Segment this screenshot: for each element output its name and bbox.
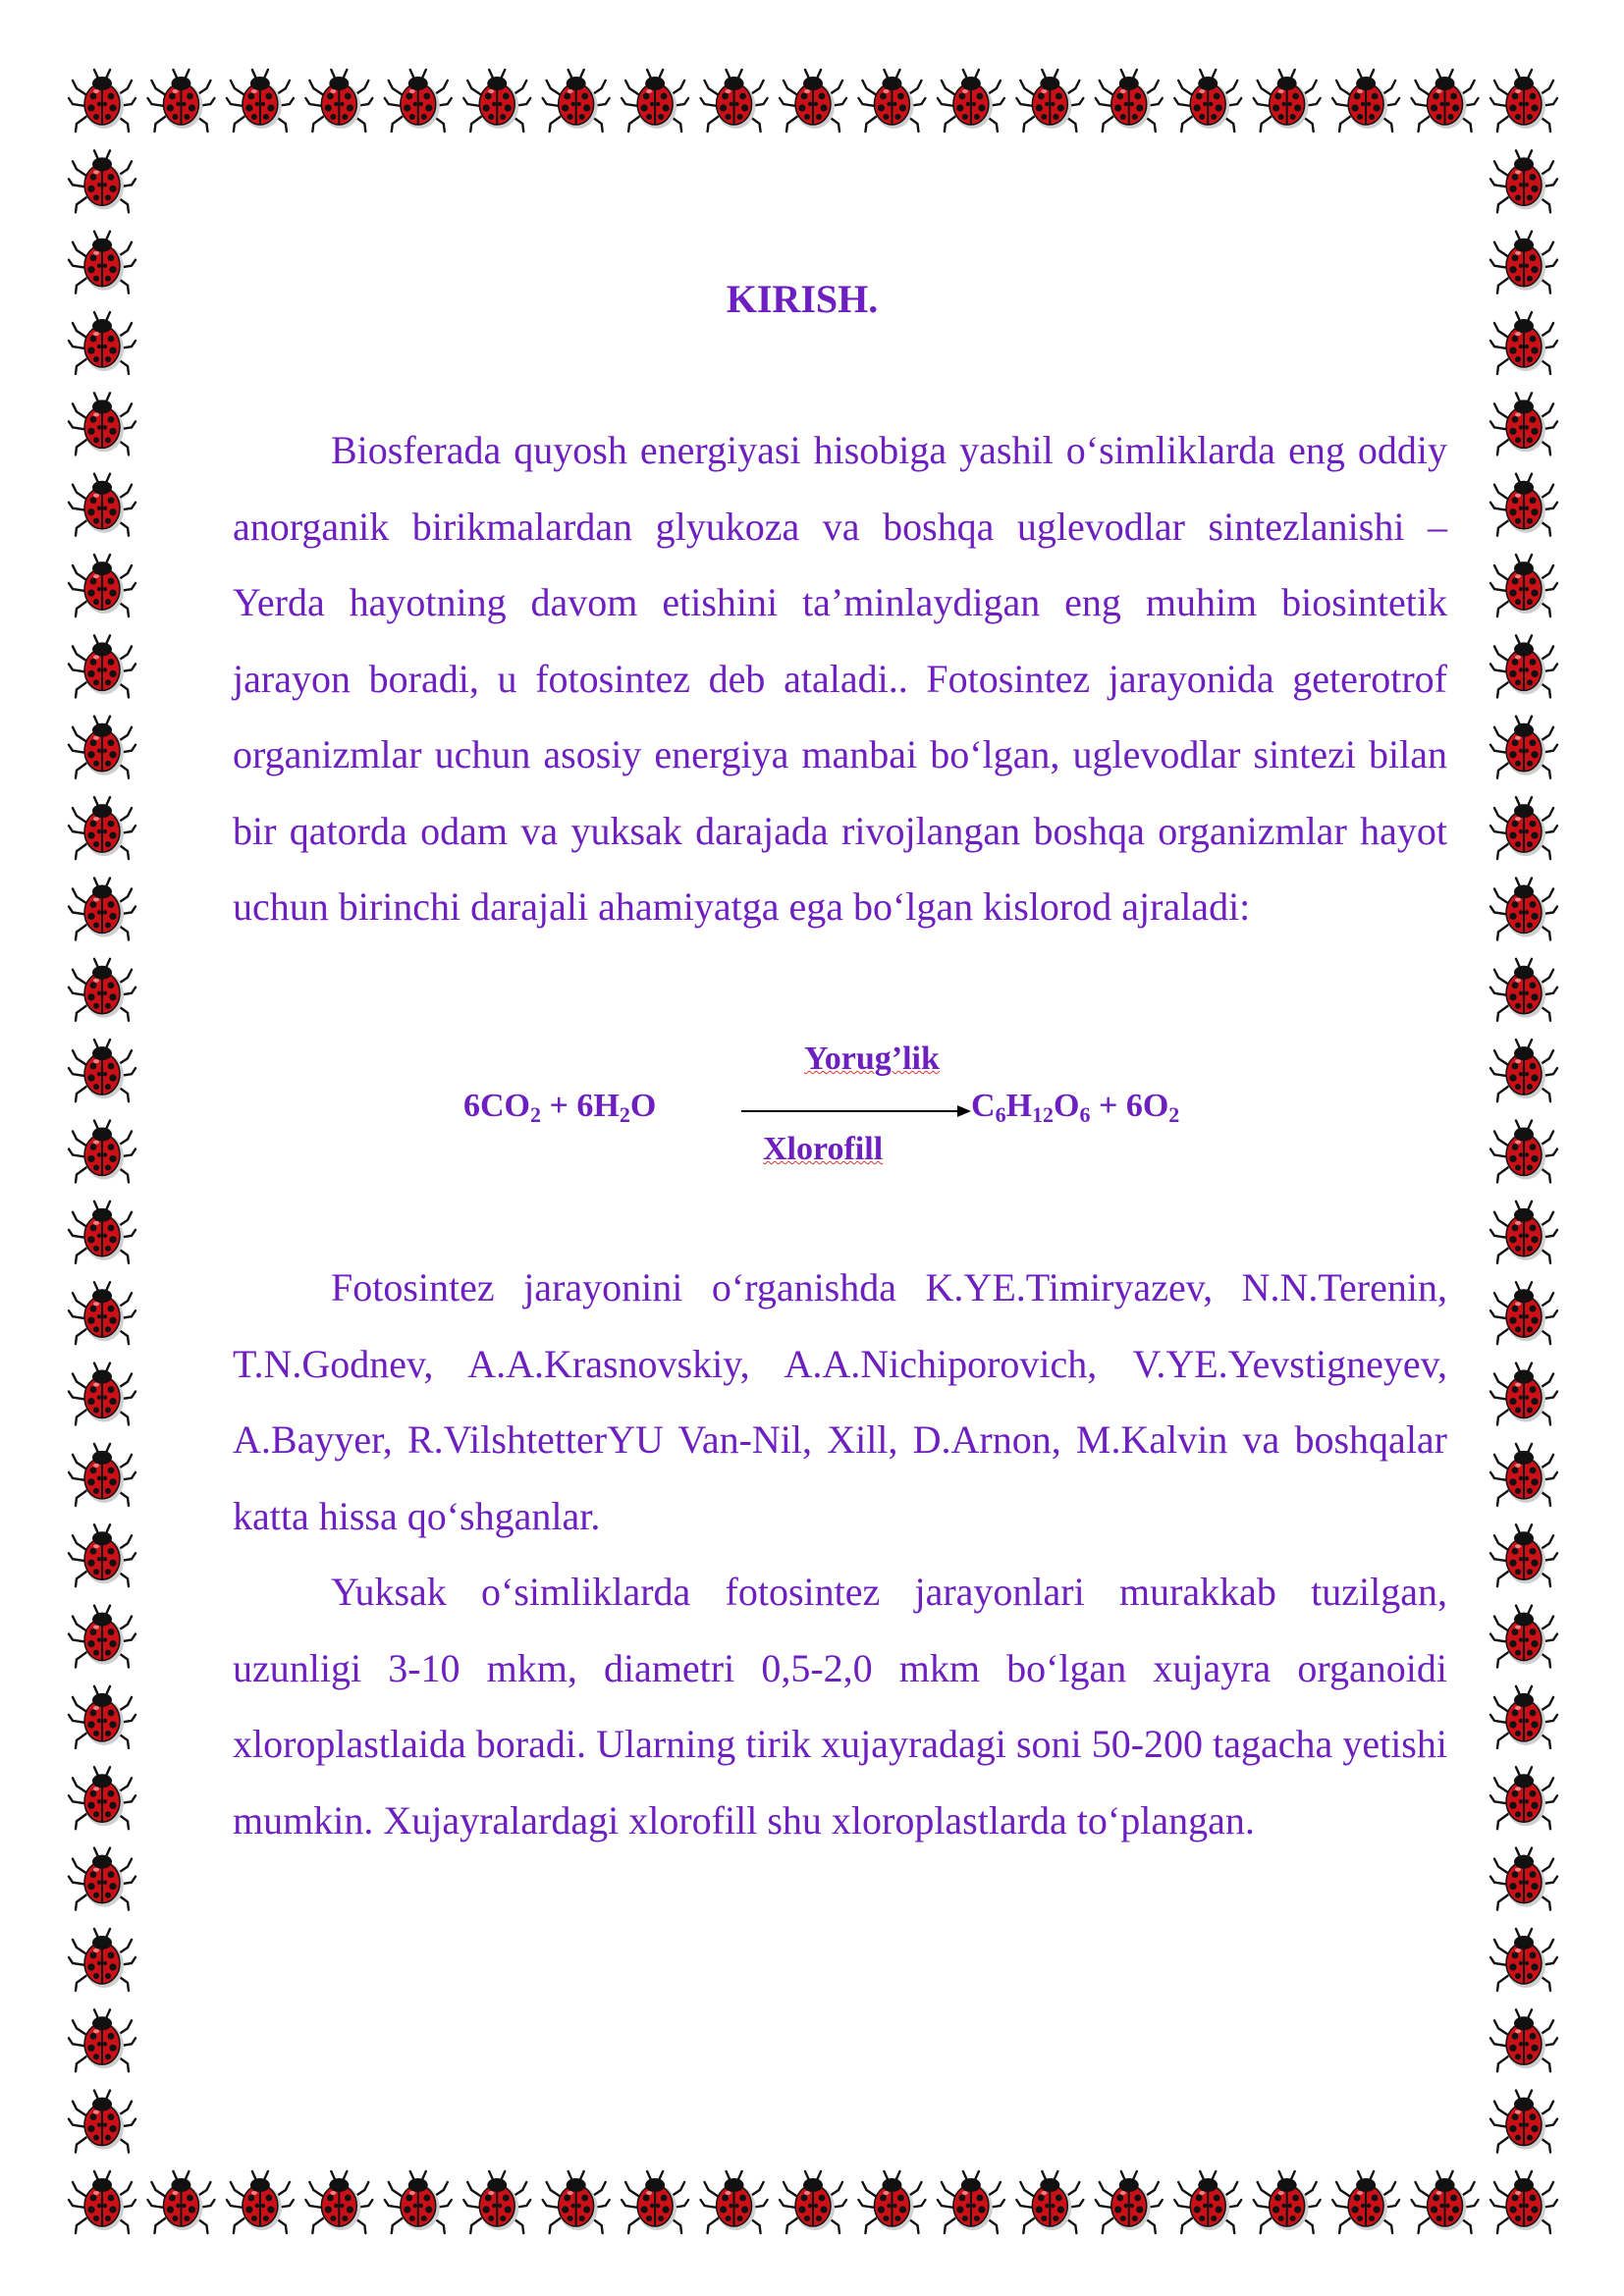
ladybug-icon — [69, 1363, 135, 1425]
ladybug-icon — [1332, 70, 1399, 132]
ladybug-icon — [69, 1686, 135, 1748]
ladybug-icon — [1490, 2091, 1557, 2153]
ladybug-icon — [227, 70, 294, 132]
ladybug-icon — [780, 2171, 846, 2233]
ladybug-icon — [1490, 1444, 1557, 1506]
equation-condition-chlorophyll: Xlorofill — [763, 1131, 884, 1167]
ladybug-icon — [780, 70, 846, 132]
ladybug-icon — [385, 2171, 452, 2233]
equation-products: $C_6H_{12}O_6 + 6O_2$ — [971, 1088, 1180, 1127]
ladybug-icon — [1016, 70, 1083, 132]
ladybug-icon — [1096, 70, 1163, 132]
ladybug-icon — [1412, 2171, 1479, 2233]
ladybug-icon — [622, 70, 688, 132]
ladybug-icon — [1490, 1121, 1557, 1183]
ladybug-icon — [1490, 878, 1557, 939]
ladybug-icon — [1490, 1848, 1557, 1910]
ladybug-icon — [858, 70, 925, 132]
ladybug-icon — [1174, 70, 1241, 132]
ladybug-icon — [1490, 2171, 1557, 2233]
ladybug-icon — [1490, 474, 1557, 536]
ladybug-icon — [69, 1282, 135, 1344]
ladybug-icon — [1490, 1201, 1557, 1263]
ladybug-icon — [543, 2171, 610, 2233]
ladybug-icon — [69, 797, 135, 859]
ladybug-icon — [1490, 150, 1557, 212]
ladybug-icon — [69, 1040, 135, 1101]
ladybug-icon — [1490, 635, 1557, 697]
ladybug-icon — [69, 2171, 135, 2233]
ladybug-icon — [1490, 1606, 1557, 1668]
ladybug-icon — [1490, 797, 1557, 859]
paragraph-researchers: Fotosintez jarayonini o‘rganishda K.YE.Timiryazev, N.N.Terenin, T.N.Godnev, A.A.Krasnovskiy, A.A.Nichiporovich, V.YE.Yevstigneyev, A.Bayyer, R.VilshtetterYU Van-Nil, Xill, D.Arnon, M.Kalvin va boshqalar katta hissa qo‘shganlar. — [233, 1265, 1447, 1538]
ladybug-icon — [147, 70, 214, 132]
ladybug-icon — [701, 2171, 768, 2233]
ladybug-icon — [69, 70, 135, 132]
ladybug-icon — [69, 312, 135, 374]
ladybug-icon — [1490, 1282, 1557, 1344]
photosynthesis-equation — [233, 1041, 1447, 1188]
ladybug-icon — [69, 1524, 135, 1586]
ladybug-icon — [69, 1929, 135, 1991]
ladybug-icon — [1490, 312, 1557, 374]
ladybug-icon — [69, 635, 135, 697]
ladybug-icon — [1412, 70, 1479, 132]
ladybug-icon — [1490, 1929, 1557, 1991]
ladybug-icon — [938, 2171, 1004, 2233]
ladybug-icon — [1174, 2171, 1241, 2233]
ladybug-icon — [69, 1848, 135, 1910]
ladybug-icon — [69, 1444, 135, 1506]
ladybug-icon — [1490, 1363, 1557, 1425]
ladybug-icon — [1490, 232, 1557, 294]
ladybug-icon — [1254, 70, 1321, 132]
ladybug-icon — [1254, 2171, 1321, 2233]
ladybug-icon — [1490, 1686, 1557, 1748]
ladybug-icon — [69, 232, 135, 294]
ladybug-icon — [1490, 717, 1557, 778]
ladybug-icon — [938, 70, 1004, 132]
ladybug-icon — [463, 70, 530, 132]
ladybug-icon — [1490, 959, 1557, 1021]
ladybug-icon — [463, 2171, 530, 2233]
ladybug-icon — [69, 1606, 135, 1668]
ladybug-icon — [305, 2171, 372, 2233]
ladybug-icon — [69, 474, 135, 536]
ladybug-icon — [1016, 2171, 1083, 2233]
ladybug-icon — [69, 959, 135, 1021]
ladybug-icon — [622, 2171, 688, 2233]
ladybug-icon — [1332, 2171, 1399, 2233]
ladybug-icon — [227, 2171, 294, 2233]
reaction-arrow-icon — [741, 1101, 971, 1121]
ladybug-icon — [543, 70, 610, 132]
equation-condition-light: Yorug’lik — [804, 1041, 940, 1077]
ladybug-icon — [1490, 70, 1557, 132]
ladybug-icon — [1490, 1767, 1557, 1829]
ladybug-icon — [69, 1121, 135, 1183]
ladybug-icon — [1490, 393, 1557, 454]
ladybug-icon — [69, 2009, 135, 2071]
ladybug-icon — [69, 2091, 135, 2153]
ladybug-icon — [385, 70, 452, 132]
ladybug-icon — [69, 1201, 135, 1263]
ladybug-icon — [1490, 2009, 1557, 2071]
ladybug-icon — [69, 393, 135, 454]
ladybug-icon — [69, 150, 135, 212]
paragraph-chloroplasts: Yuksak o‘simliklarda fotosintez jarayonlari murakkab tuzilgan, uzunligi 3-10 mkm, diametri 0,5-2,0 mkm bo‘lgan xujayra organoidi xloroplastlaida boradi. Ularning tirik xujayradagi soni 50-200 tagacha yetishi mumkin. Xujayralardagi xlorofill shu xloroplastlarda to‘plangan. — [233, 1570, 1447, 1842]
ladybug-icon — [1490, 1040, 1557, 1101]
equation-reactants: $6CO_2 + 6H_2O$ — [463, 1088, 657, 1127]
ladybug-icon — [69, 555, 135, 616]
page-title: KIRISH. — [726, 277, 879, 321]
ladybug-icon — [69, 1767, 135, 1829]
ladybug-icon — [701, 70, 768, 132]
ladybug-icon — [147, 2171, 214, 2233]
ladybug-icon — [305, 70, 372, 132]
ladybug-icon — [1490, 555, 1557, 616]
ladybug-icon — [69, 878, 135, 939]
ladybug-icon — [1096, 2171, 1163, 2233]
ladybug-icon — [1490, 1524, 1557, 1586]
paragraph-intro: Biosferada quyosh energiyasi hisobiga yashil o‘simliklarda eng oddiy anorganik birikmalardan glyukoza va boshqa uglevodlar sintezlanishi – Yerda hayotning davom etishini ta’minlaydigan eng muhim biosintetik jarayon boradi, u fotosintez deb ataladi.. Fotosintez jarayonida geterotrof organizmlar uchun asosiy energiya manbai bo‘lgan, uglevodlar sintezi bilan bir qatorda odam va yuksak darajada rivojlangan boshqa organizmlar hayot uchun birinchi darajali ahamiyatga ega bo‘lgan kislorod ajraladi: — [233, 428, 1447, 929]
ladybug-icon — [69, 717, 135, 778]
ladybug-icon — [858, 2171, 925, 2233]
